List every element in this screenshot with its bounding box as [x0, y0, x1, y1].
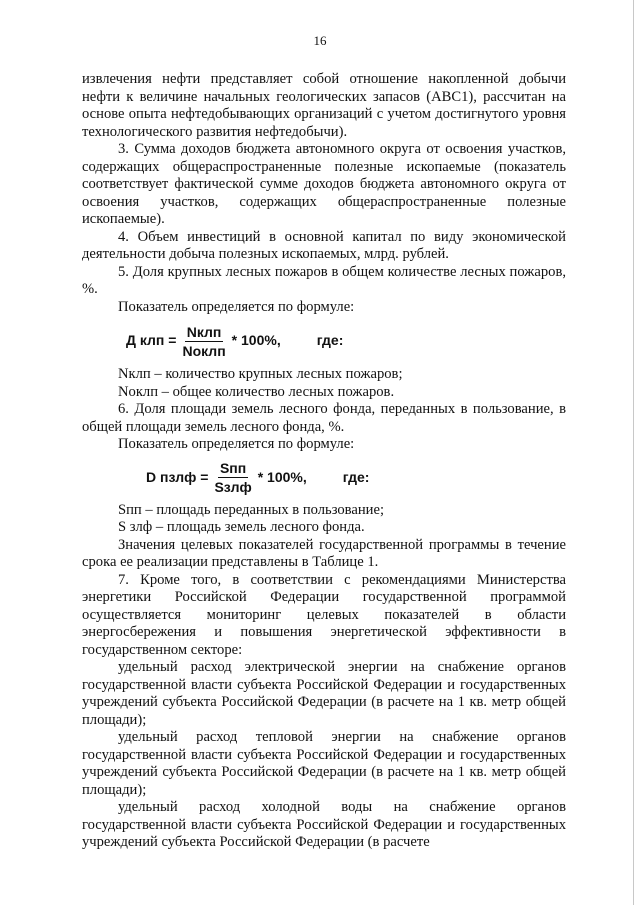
formula-fires	[82, 316, 566, 366]
paragraph-target-values: Значения целевых показателей государственной программы в течение срока ее реализации представлены в Таблице 1.	[82, 536, 566, 570]
definition-nklp: Nклп – количество крупных лесных пожаров;	[118, 366, 403, 382]
formula-fraction	[212, 459, 253, 496]
formula-land	[82, 454, 566, 502]
list-item-cold-water: удельный расход холодной воды на снабжение органов государственной власти субъекта Российской Федерации и государственных учреждений субъекта Российской Федерации (в расчете	[82, 799, 566, 850]
list-item-thermal-energy: удельный расход тепловой энергии на снабжение органов государственной власти субъекта Российской Федерации и государственных учреждений субъекта Российской Федерации (в расчете на 1 кв. метр общей площади);	[82, 729, 566, 798]
formula-fraction	[180, 323, 227, 360]
formula-tail: * 100%,	[231, 332, 281, 349]
page-number: 16	[313, 33, 327, 48]
document-body	[82, 71, 566, 852]
definition-szlf: S злф – площадь земель лесного фонда.	[118, 519, 365, 535]
paragraph-forest-land: 6. Доля площади земель лесного фонда, переданных в пользование, в общей площади земель лесного фонда, %.	[82, 401, 566, 435]
paragraph-forest-fires: 5. Доля крупных лесных пожаров в общем количестве лесных пожаров, %.	[82, 263, 566, 297]
formula-tail: * 100%,	[257, 468, 307, 485]
formula-intro-2: Показатель определяется по формуле:	[118, 436, 355, 452]
formula-denominator: Nоклп	[182, 342, 226, 359]
paragraph-oil-recovery: извлечения нефти представляет собой отношение накопленной добычи нефти к величине начальных геологических запасов (ABC1), рассчитан на основе опыта нефтедобывающих организаций с учетом достигнутого уровня технологического развития нефтедобычи).	[82, 71, 566, 140]
formula-numerator: Sпп	[219, 460, 247, 476]
formula-where: где:	[342, 468, 370, 485]
formula-numerator: Nклп	[186, 323, 222, 340]
formula-where: где:	[316, 332, 344, 349]
formula-intro-1: Показатель определяется по формуле:	[118, 298, 355, 315]
paragraph-energy-monitoring: 7. Кроме того, в соответствии с рекомендациями Министерства энергетики Российской Федерации государственной программой осуществляется мониторинг целевых показателей в области энергосбережения и повышения энергетической эффективности в государственном секторе:	[82, 571, 566, 658]
definition-noklp: Nоклп – общее количество лесных пожаров.	[118, 383, 395, 400]
definition-spp: Sпп – площадь переданных в пользование;	[118, 501, 385, 518]
formula-lhs: Д клп =	[126, 332, 177, 349]
paragraph-budget-revenue: 3. Сумма доходов бюджета автономного округа от освоения участков, содержащих общераспространенные полезные ископаемые (показатель соответствует фактической сумме доходов бюджета автономного округа от освоения участков, содержащих общераспространенные полезные ископаемые).	[82, 141, 566, 227]
paragraph-investment: 4. Объем инвестиций в основной капитал по виду экономической деятельности добыча полезных ископаемых, млрд. рублей.	[82, 228, 566, 262]
page-edge	[633, 0, 634, 905]
list-item-electric-energy: удельный расход электрической энергии на снабжение органов государственной власти субъекта Российской Федерации и государственных учреждений субъекта Российской Федерации (в расчете на 1 кв. метр общей площади);	[82, 659, 566, 728]
formula-denominator: Sзлф	[214, 479, 252, 495]
formula-lhs: D пзлф =	[146, 468, 209, 485]
